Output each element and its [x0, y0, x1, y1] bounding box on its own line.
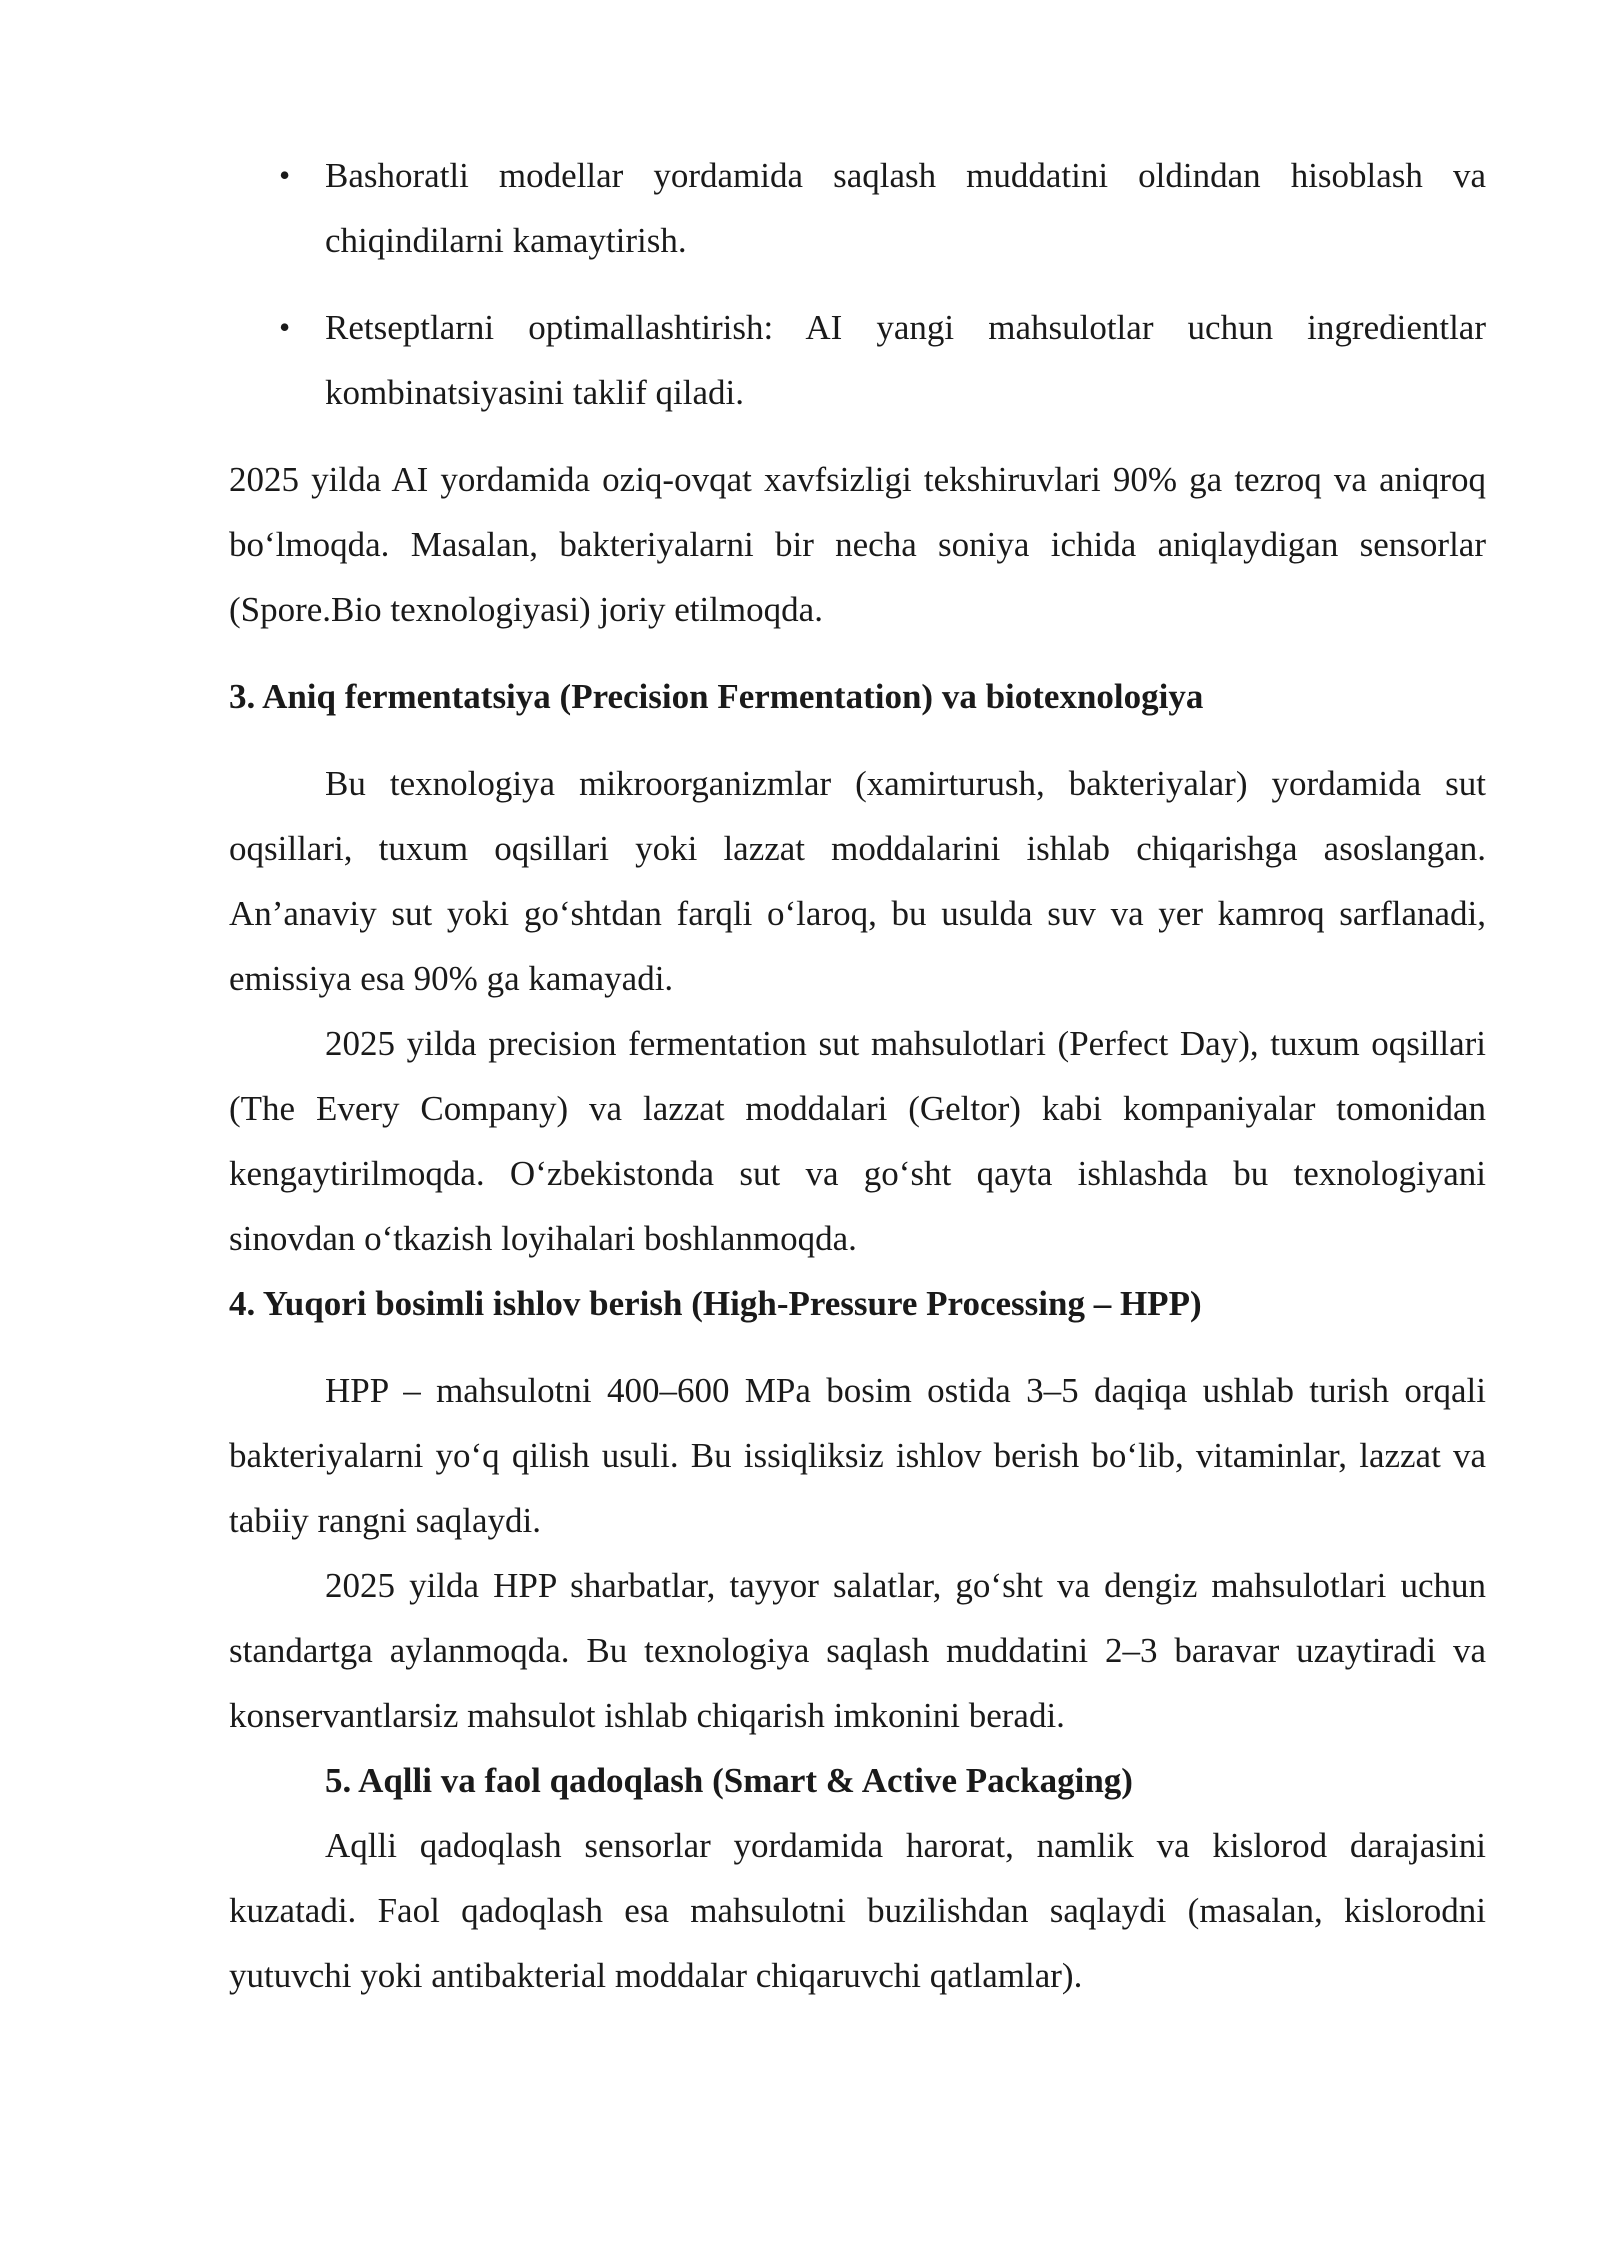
bullet-text: Retseptlarni optimallashtirish: AI yangi mahsulotlar uchun ingredientlar kombinatsiyasini taklif qiladi. — [325, 308, 1486, 412]
list-item — [229, 295, 1486, 425]
bullet-icon: • — [279, 157, 291, 193]
section-3-paragraph-1: Bu texnologiya mikroorganizmlar (xamirturush, bakteriyalar) yordamida sut oqsillari, tuxum oqsillari yoki lazzat moddalarini ishlab chiqarishga asoslangan. An’anaviy sut yoki go‘shtdan farqli o‘laroq, bu usulda suv va yer kamroq sarflanadi, emissiya esa 90% ga kamayadi. — [229, 764, 1486, 998]
list-item — [229, 143, 1486, 273]
section-5-paragraph-1: Aqlli qadoqlash sensorlar yordamida harorat, namlik va kislorod darajasini kuzatadi. Faol qadoqlash esa mahsulotni buzilishdan saqlaydi (masalan, kislorodni yutuvchi yoki antibakterial moddalar chiqaruvchi qatlamlar). — [229, 1826, 1486, 1995]
section-3-paragraph-2: 2025 yilda precision fermentation sut mahsulotlari (Perfect Day), tuxum oqsillari (The Every Company) va lazzat moddalari (Geltor) kabi kompaniyalar tomonidan kengaytirilmoqda. O‘zbekistonda sut va go‘sht qayta ishlashda bu texnologiyani sinovdan o‘tkazish loyihalari boshlanmoqda. — [229, 1024, 1486, 1258]
section-5-heading: 5. Aqlli va faol qadoqlash (Smart & Active Packaging) — [325, 1761, 1133, 1800]
section-4-heading: 4. Yuqori bosimli ishlov berish (High-Pressure Processing – HPP) — [229, 1284, 1202, 1323]
bullet-icon: • — [279, 309, 291, 345]
section-3-heading: 3. Aniq fermentatsiya (Precision Fermentation) va biotexnologiya — [229, 677, 1204, 716]
page-content — [229, 143, 1486, 2008]
paragraph-ai-2025: 2025 yilda AI yordamida oziq-ovqat xavfsizligi tekshiruvlari 90% ga tezroq va aniqroq bo‘lmoqda. Masalan, bakteriyalarni bir necha soniya ichida aniqlaydigan sensorlar (Spore.Bio texnologiyasi) joriy etilmoqda. — [229, 460, 1486, 629]
bullet-list — [229, 143, 1486, 425]
section-4-paragraph-2: 2025 yilda HPP sharbatlar, tayyor salatlar, go‘sht va dengiz mahsulotlari uchun standartga aylanmoqda. Bu texnologiya saqlash muddatini 2–3 baravar uzaytiradi va konservantlarsiz mahsulot ishlab chiqarish imkonini beradi. — [229, 1566, 1486, 1735]
section-4-paragraph-1: HPP – mahsulotni 400–600 MPa bosim ostida 3–5 daqiqa ushlab turish orqali bakteriyalarni yo‘q qilish usuli. Bu issiqliksiz ishlov berish bo‘lib, vitaminlar, lazzat va tabiiy rangni saqlaydi. — [229, 1371, 1486, 1540]
bullet-text: Bashoratli modellar yordamida saqlash muddatini oldindan hisoblash va chiqindilarni kamaytirish. — [325, 156, 1486, 260]
